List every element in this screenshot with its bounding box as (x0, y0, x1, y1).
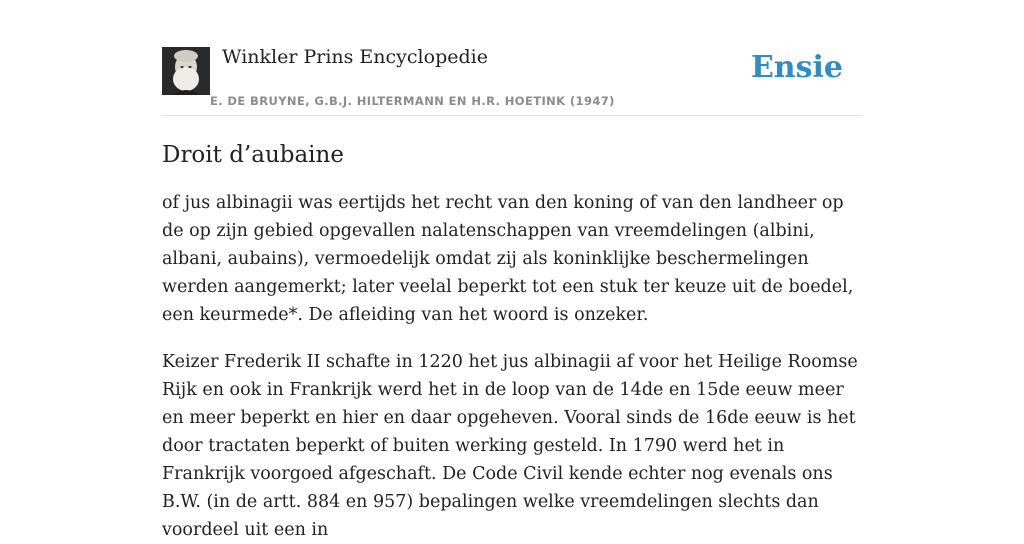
ensie-logo[interactable]: Ensie (750, 50, 843, 85)
article-title: Droit d’aubaine (162, 142, 344, 168)
source-authors: E. DE BRUYNE, G.B.J. HILTERMANN EN H.R. HOETINK (1947) (210, 94, 615, 108)
author-portrait-icon (162, 47, 210, 95)
page (162, 0, 862, 544)
source-header (162, 45, 862, 116)
source-title[interactable]: Winkler Prins Encyclopedie (222, 46, 488, 68)
article-paragraph: Keizer Frederik II schafte in 1220 het jus albinagii af voor het Heilige Roomse Rijk en ook in Frankrijk werd het in de loop van de 14de en 15de eeuw meer en meer beperkt en hier en daar opgeheven. Vooral sinds de 16de eeuw is het door tractaten beperkt of buiten werking gesteld. In 1790 werd het in Frankrijk voorgoed afgeschaft. De Code Civil kende echter nog evenals ons B.W. (in de artt. 884 en 957) bepalingen welke vreemdelingen slechts dan voordeel uit een in (162, 352, 858, 540)
article-paragraph: of jus albinagii was eertijds het recht van den koning of van den landheer op de op zijn gebied opgevallen nalatenschappen van vreemdelingen (albini, albani, aubains), vermoedelijk omdat zij als koninklijke beschermelingen werden aangemerkt; later veelal beperkt tot een stuk ter keuze uit de boedel, een keurmede*. De afleiding van het woord is onzeker. (162, 193, 854, 325)
